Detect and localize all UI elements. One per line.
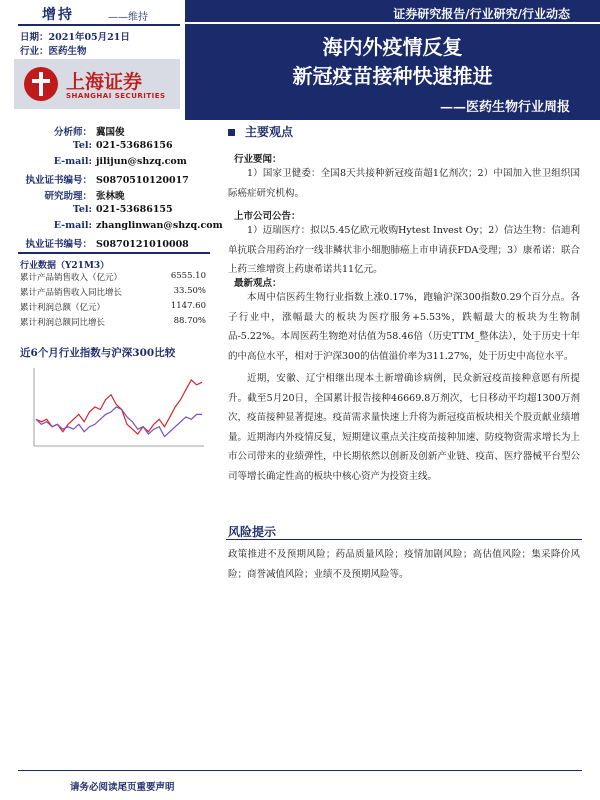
- contact-value: jilijun@shzq.com: [96, 156, 187, 167]
- footer-divider: [18, 770, 582, 771]
- contact-label: Tel:: [72, 140, 92, 151]
- square-bullet-icon: [228, 129, 235, 136]
- sidebar-divider: [18, 252, 210, 254]
- title-line-2: 新冠疫苗接种快速推进: [292, 64, 493, 88]
- company-news-text: 1）迈瑞医疗：拟以5.45亿欧元收购Hytest Invest Oy；2）信达生物：信迪利单抗联合用药治疗一线非鳞状非小细胞肺癌上市申请获FDA受理；3）康希诺：联合上药三维增资上药康希诺共11亿元。: [228, 225, 580, 275]
- main-heading: [228, 123, 293, 140]
- contact-row: [0, 124, 125, 138]
- risk-heading: 风险提示: [228, 525, 277, 539]
- contact-label: Tel:: [72, 204, 92, 215]
- contact-row: [0, 172, 189, 186]
- contact-row: [0, 156, 187, 167]
- data-value: 33.50%: [173, 286, 206, 296]
- contact-label: E-mail:: [53, 156, 92, 167]
- contact-value: 021-53686155: [96, 204, 173, 215]
- contact-label: E-mail:: [53, 220, 92, 231]
- contact-value: 冀国俊: [96, 127, 125, 138]
- logo-mark-icon: [24, 67, 58, 101]
- industry-data-title: 行业数据（Y21M3）: [20, 261, 110, 271]
- logo: [14, 59, 180, 109]
- risk-divider: [226, 539, 582, 540]
- section-heading-industry-news: 行业要闻：: [234, 154, 282, 165]
- data-label: 累计产品销售收入同比增长: [20, 288, 123, 298]
- data-value: 6555.10: [170, 271, 206, 281]
- data-label: 累计产品销售收入（亿元）: [20, 273, 123, 283]
- latest-view-text: 本周中信医药生物行业指数上涨0.17%，跑输沪深300指数0.29个百分点。各子行业中，涨幅最大的板块为医疗服务+5.53%，跌幅最大的板块为生物制品-5.22%。本周医药生物绝对估值为58.46倍（历史TTM_整体法），处于历史十年的中高位水平，相对于沪深300的估值溢价率为311.27%，处于历史中高位水平。: [228, 292, 580, 362]
- report-subtitle: ——医药生物行业周报: [439, 100, 570, 115]
- contact-label: 研究助理：: [44, 191, 92, 202]
- data-label: 累计利润总额同比增长: [20, 318, 106, 328]
- contact-row: [0, 204, 173, 215]
- contact-row: [0, 236, 189, 250]
- chart-title: 近6个月行业指数与沪深300比较: [20, 347, 176, 359]
- header-left: [0, 0, 180, 108]
- report-date: 日期：2021年05月21日: [20, 32, 130, 43]
- contact-label: 执业证书编号：: [25, 239, 92, 250]
- report-tag: 证券研究报告/行业研究/行业动态: [393, 7, 570, 21]
- data-value: 1147.60: [170, 301, 206, 311]
- rating: 增持: [42, 7, 74, 23]
- contact-value: S0870121010008: [96, 239, 189, 250]
- footer-disclaimer: 请务必阅读尾页重要声明: [70, 782, 175, 793]
- industry-label: 行业：医药生物: [20, 46, 87, 57]
- series-line-1: [36, 380, 202, 434]
- data-value: 88.70%: [173, 316, 206, 326]
- main-heading-text: 主要观点: [245, 125, 294, 139]
- contact-label: 分析师：: [53, 127, 92, 138]
- section-heading-company-news: 上市公司公告：: [234, 211, 301, 222]
- contact-value: 张林晚: [96, 191, 125, 202]
- data-label: 累计利润总额（亿元）: [20, 303, 106, 313]
- header-divider: [18, 24, 180, 26]
- contact-value: 021-53686156: [96, 140, 173, 151]
- title-line-1: 海内外疫情反复: [322, 35, 463, 59]
- rating-hold: ——维持: [108, 12, 148, 23]
- contact-row: [0, 220, 223, 231]
- risk-text: 政策推进不及预期风险；药品质量风险；疫情加剧风险；高估值风险；集采降价风险；商誉减值风险；业绩不及预期风险等。: [228, 549, 580, 580]
- section-heading-latest-view: 最新观点：: [234, 278, 282, 289]
- series-layer: [36, 380, 202, 437]
- latest-view-text-2: 近期，安徽、辽宁相继出现本土新增确诊病例，民众新冠疫苗接种意愿有所提升。截至5月20日，全国累计报告接种46669.8万剂次，七日移动平均超1300万剂次，疫苗接种显著提速。疫苗需求量快速上升将为新冠疫苗板块相关个股贡献业绩增量。近期海内外疫情反复，短期建议重点关注疫苗接种加速、防疫物资需求增长为上市公司带来的业绩弹性，中长期依然以创新及创新产业链、疫苗、医疗器械平台型公司等增长确定性高的板块中核心资产为投资主线。: [228, 373, 580, 482]
- contact-value: zhanglinwan@shzq.com: [96, 220, 223, 231]
- logo-cn-text: 上海证券: [66, 71, 143, 93]
- index-comparison-chart: [18, 360, 210, 460]
- banner-divider: [185, 22, 600, 24]
- series-line-2: [36, 407, 202, 437]
- contact-row: [0, 140, 173, 151]
- industry-news-text: 1）国家卫健委：全国8天共接种新冠疫苗超1亿剂次；2）中国加入世卫组织国际癌症研究机构。: [228, 168, 580, 199]
- logo-en-text: SHANGHAI SECURITIES: [66, 92, 166, 100]
- title-banner: [185, 0, 600, 120]
- contact-value: S0870510120017: [96, 175, 189, 186]
- contact-label: 执业证书编号：: [25, 175, 92, 186]
- contact-row: [0, 188, 125, 202]
